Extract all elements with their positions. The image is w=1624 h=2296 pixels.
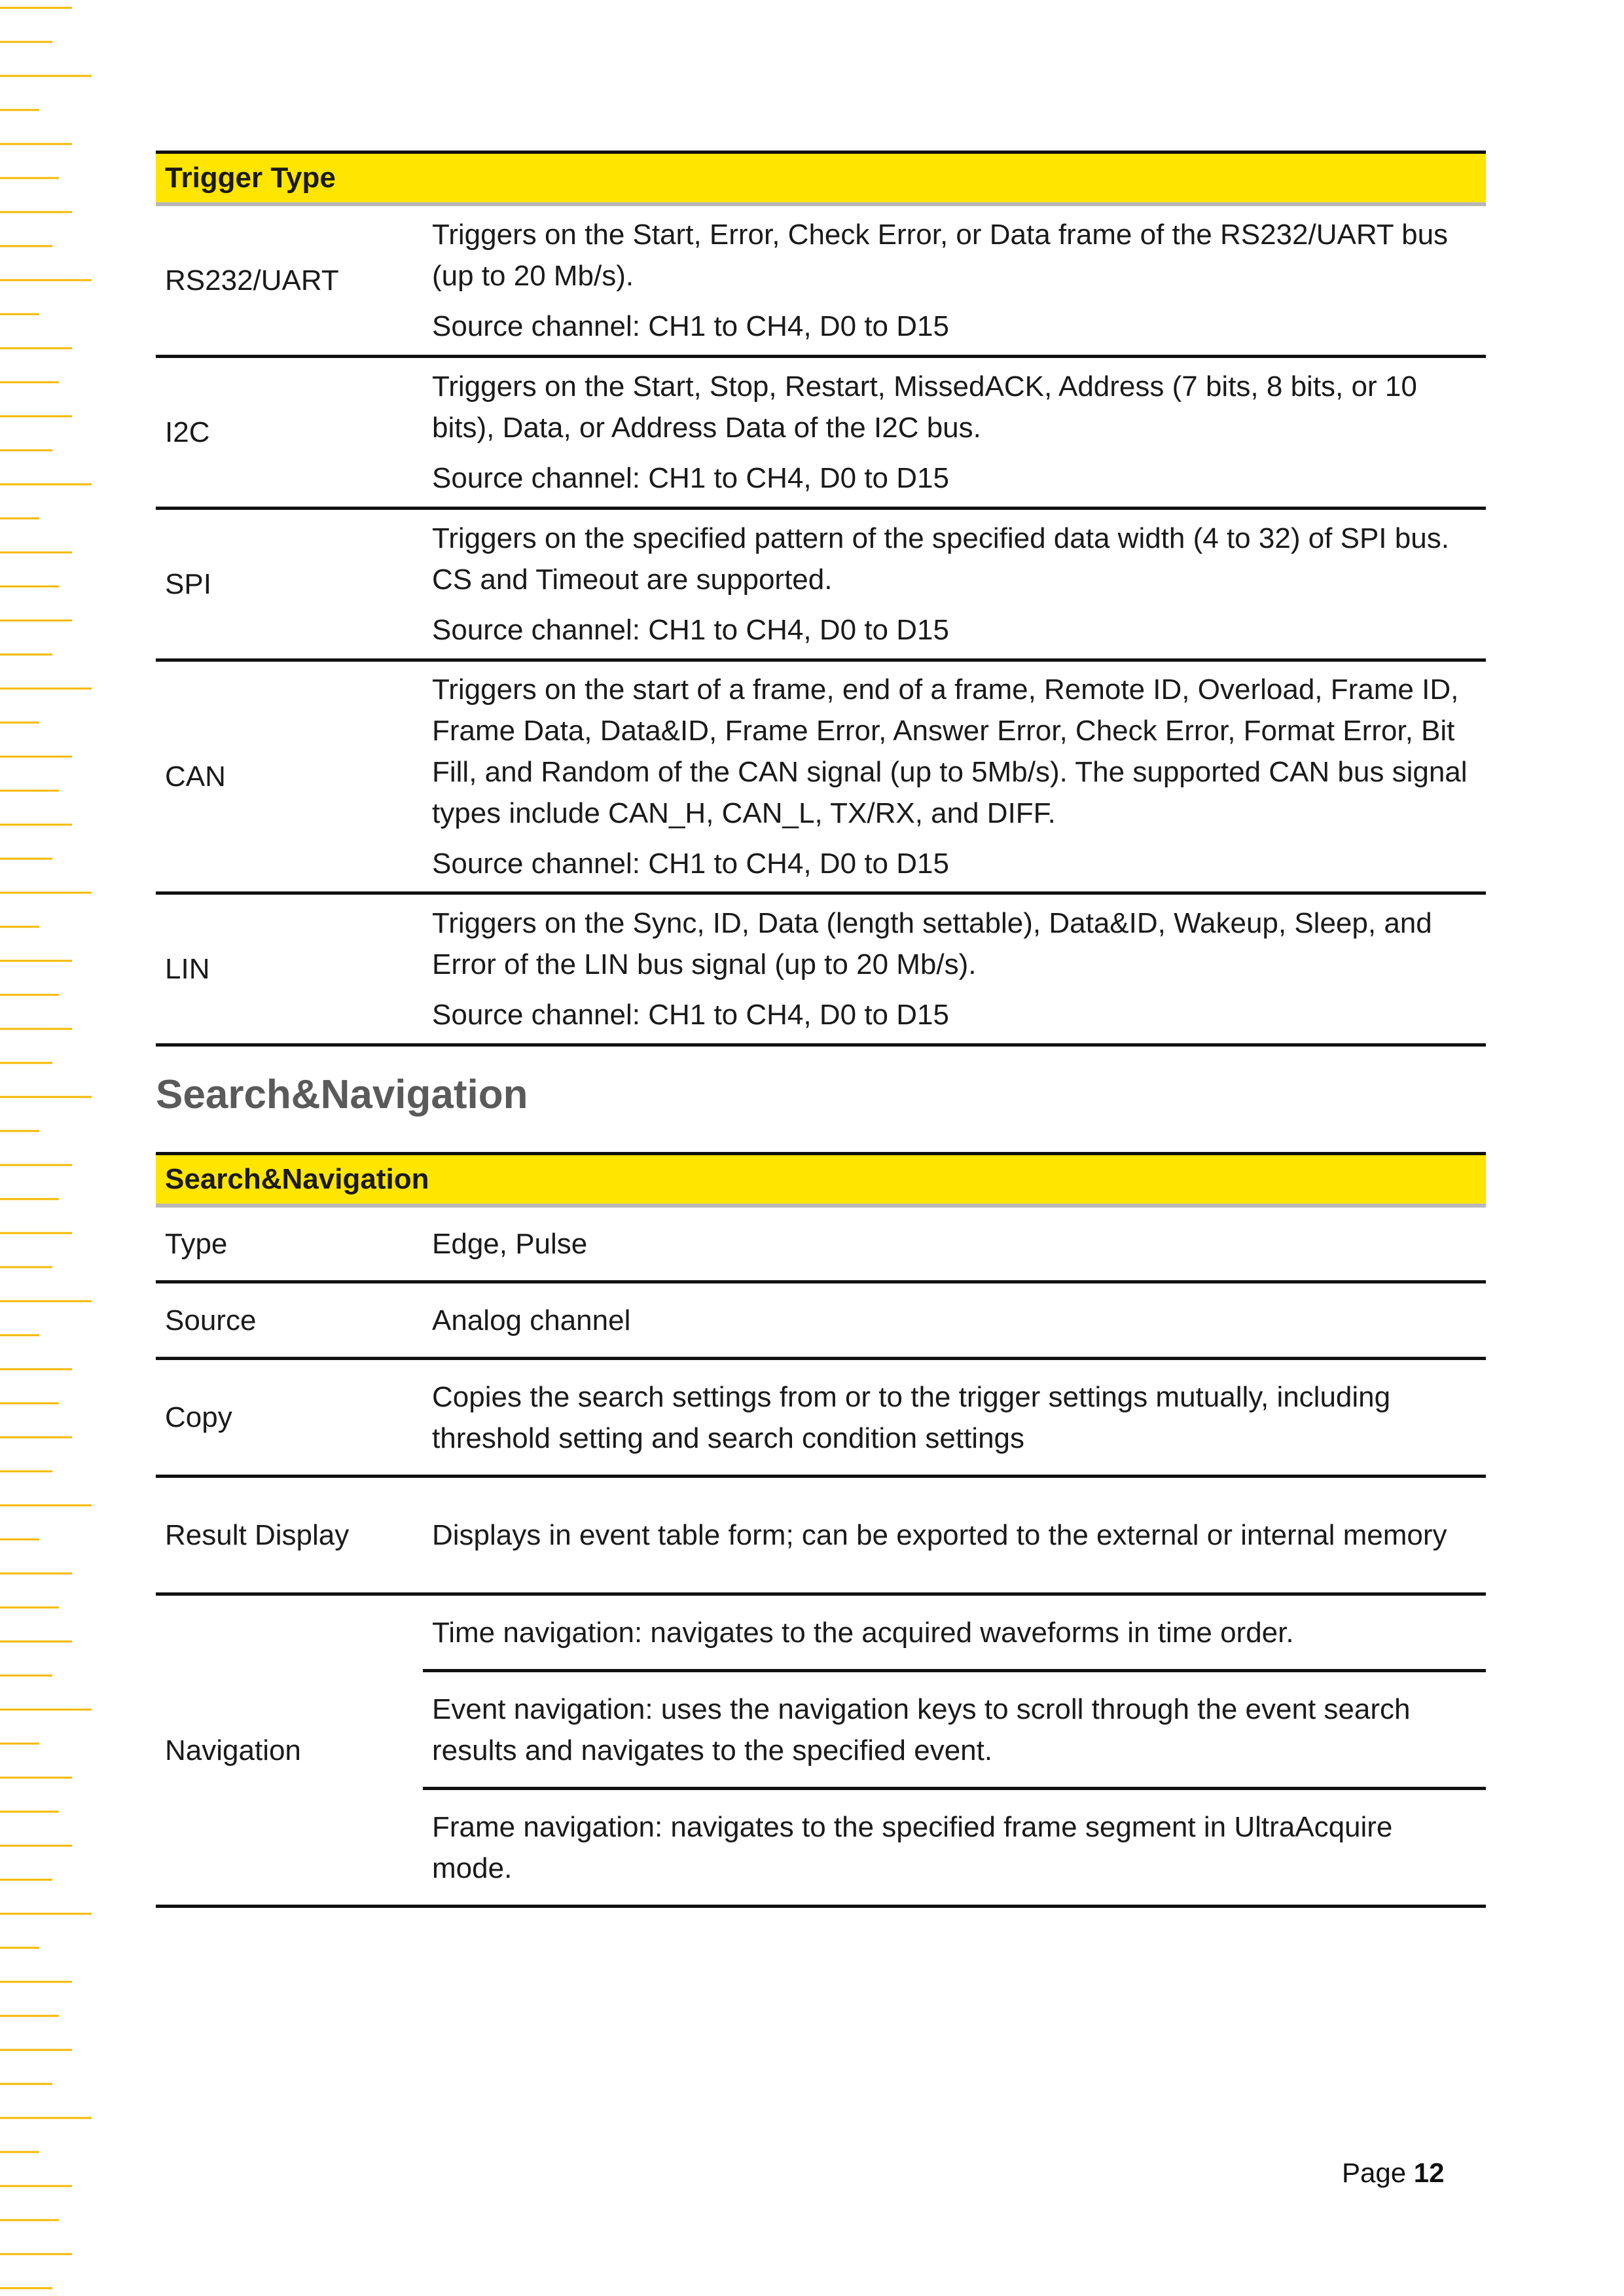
row-label: RS232/UART <box>156 204 423 356</box>
source-channel-line: Source channel: CH1 to CH4, D0 to D15 <box>432 613 949 646</box>
row-description: Analog channel <box>423 1282 1486 1359</box>
description-line: Triggers on the Sync, ID, Data (length settable), Data&ID, Wakeup, Sleep, and Error of the LIN bus signal (up to 20 Mb/s). <box>432 906 1432 980</box>
section-title: Search&Navigation <box>156 1071 528 1117</box>
row-description <box>423 660 1486 893</box>
source-channel-line: Source channel: CH1 to CH4, D0 to D15 <box>432 461 949 494</box>
row-label: Source <box>156 1282 423 1359</box>
side-decorative-rule <box>0 0 98 2296</box>
row-label: CAN <box>156 660 423 893</box>
table-row <box>156 508 1486 660</box>
table-row <box>156 356 1486 508</box>
table-row <box>156 1477 1486 1594</box>
page-content <box>156 151 1486 1908</box>
row-description <box>423 508 1486 660</box>
table-row <box>156 1282 1486 1359</box>
row-label: SPI <box>156 508 423 660</box>
row-description: Edge, Pulse <box>423 1206 1486 1282</box>
row-label: LIN <box>156 893 423 1045</box>
table-row <box>156 893 1486 1045</box>
description-line: Triggers on the start of a frame, end of a frame, Remote ID, Overload, Frame ID, Frame Data, Data&ID, Frame Error, Answer Error, Check Error, Format Error, Bit Fill, and Random of the CAN signal (up to 5Mb/s). The supported CAN bus signal types include CAN_H, CAN_L, TX/RX, and DIFF. <box>432 673 1468 829</box>
navigation-item: Event navigation: uses the navigation keys to scroll through the event search results and navigates to the specified event. <box>423 1671 1486 1789</box>
trigger-table-header: Trigger Type <box>156 152 1486 205</box>
row-description: Displays in event table form; can be exported to the external or internal memory <box>423 1477 1486 1594</box>
description-line: Triggers on the Start, Error, Check Error, or Data frame of the RS232/UART bus (up to 20 Mb/s). <box>432 218 1449 292</box>
row-description: Copies the search settings from or to the trigger settings mutually, including threshold setting and search condition settings <box>423 1359 1486 1477</box>
row-label: Result Display <box>156 1477 423 1594</box>
description-line: Triggers on the specified pattern of the specified data width (4 to 32) of SPI bus. CS and Timeout are supported. <box>432 522 1449 596</box>
row-label: I2C <box>156 356 423 508</box>
row-description <box>423 893 1486 1045</box>
row-description <box>423 356 1486 508</box>
page-number-value: 12 <box>1413 2157 1445 2188</box>
source-channel-line: Source channel: CH1 to CH4, D0 to D15 <box>432 847 949 880</box>
search-table-header: Search&Navigation <box>156 1153 1486 1206</box>
table-row <box>156 1594 1486 1671</box>
row-label: Copy <box>156 1359 423 1477</box>
source-channel-line: Source channel: CH1 to CH4, D0 to D15 <box>432 998 949 1031</box>
table-row <box>156 204 1486 356</box>
description-line: Triggers on the Start, Stop, Restart, MissedACK, Address (7 bits, 8 bits, or 10 bits), Data, or Address Data of the I2C bus. <box>432 370 1417 444</box>
row-label: Navigation <box>156 1594 423 1907</box>
trigger-type-table <box>156 151 1486 1047</box>
row-description <box>423 204 1486 356</box>
page-number <box>1342 2157 1444 2189</box>
table-row <box>156 660 1486 893</box>
page-label: Page <box>1342 2157 1407 2188</box>
table-row <box>156 1359 1486 1477</box>
row-label: Type <box>156 1206 423 1282</box>
table-row <box>156 1206 1486 1282</box>
source-channel-line: Source channel: CH1 to CH4, D0 to D15 <box>432 310 949 342</box>
navigation-item: Frame navigation: navigates to the specified frame segment in UltraAcquire mode. <box>423 1789 1486 1907</box>
navigation-item: Time navigation: navigates to the acquired waveforms in time order. <box>423 1594 1486 1671</box>
search-navigation-table <box>156 1152 1486 1909</box>
